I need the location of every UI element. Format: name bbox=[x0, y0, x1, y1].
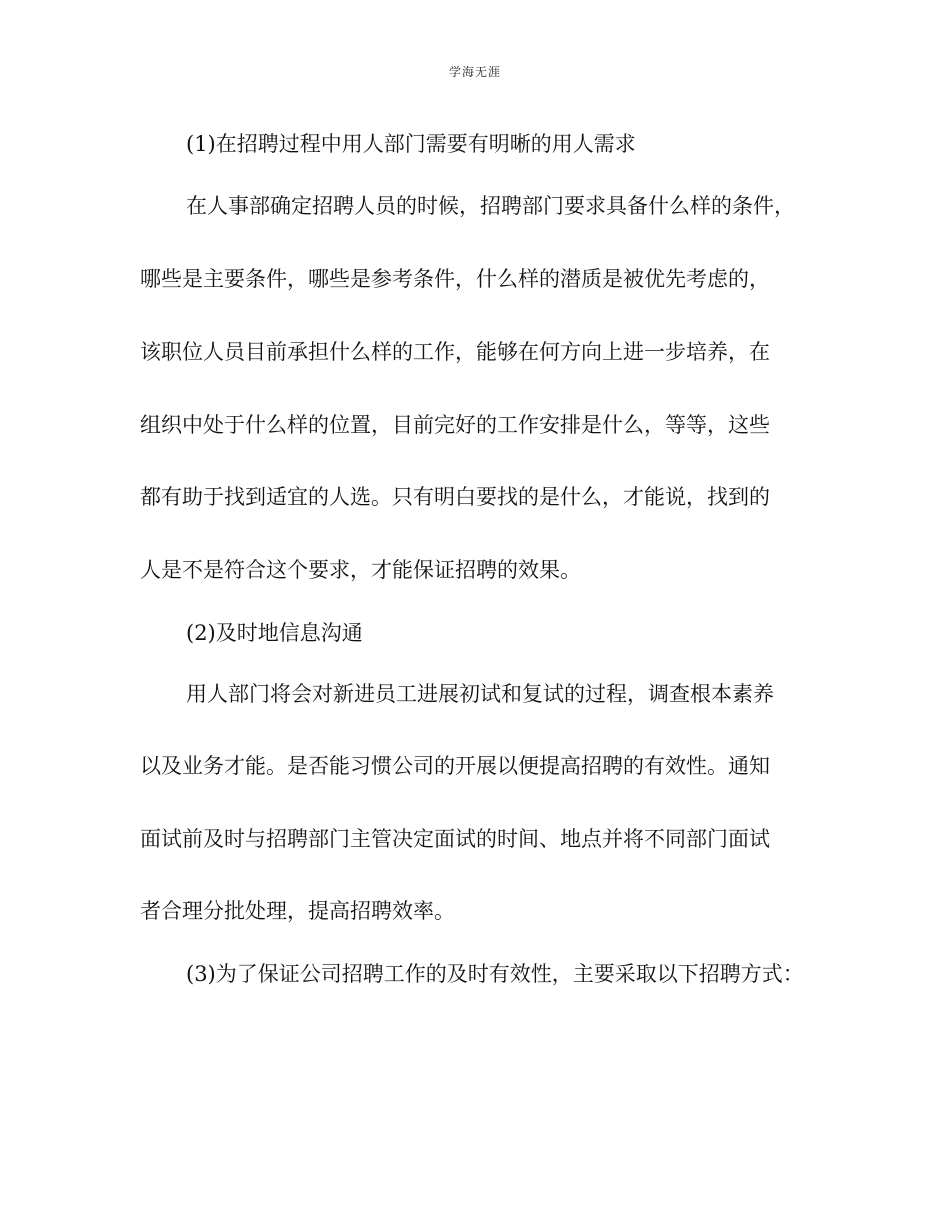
section-heading-1: (1)在招聘过程中用人部门需要有明晰的用人需求 bbox=[186, 132, 636, 156]
paragraph-line: 人是不是符合这个要求，才能保证招聘的效果。 bbox=[140, 558, 581, 582]
paragraph-line: 都有助于找到适宜的人选。只有明白要找的是什么，才能说，找到的 bbox=[140, 485, 770, 509]
paragraph-line: 用人部门将会对新进员工进展初试和复试的过程，调查根本素养 bbox=[186, 682, 774, 706]
page-header: 学海无涯 bbox=[448, 65, 501, 79]
section-heading-2: (2)及时地信息沟通 bbox=[186, 621, 363, 645]
section-heading-3: (3)为了保证公司招聘工作的及时有效性，主要采取以下招聘方式： bbox=[186, 962, 804, 986]
paragraph-line: 哪些是主要条件，哪些是参考条件，什么样的潜质是被优先考虑的， bbox=[140, 267, 770, 291]
paragraph-line: 在人事部确定招聘人员的时候，招聘部门要求具备什么样的条件， bbox=[186, 194, 795, 218]
paragraph-line: 面试前及时与招聘部门主管决定面试的时间、地点并将不同部门面试 bbox=[140, 827, 770, 851]
paragraph-line: 以及业务才能。是否能习惯公司的开展以便提高招聘的有效性。通知 bbox=[140, 754, 770, 778]
paragraph-line: 组织中处于什么样的位置，目前完好的工作安排是什么，等等，这些 bbox=[140, 413, 770, 437]
paragraph-line: 者合理分批处理，提高招聘效率。 bbox=[140, 899, 455, 923]
paragraph-line: 该职位人员目前承担什么样的工作，能够在何方向上进一步培养，在 bbox=[140, 340, 770, 364]
